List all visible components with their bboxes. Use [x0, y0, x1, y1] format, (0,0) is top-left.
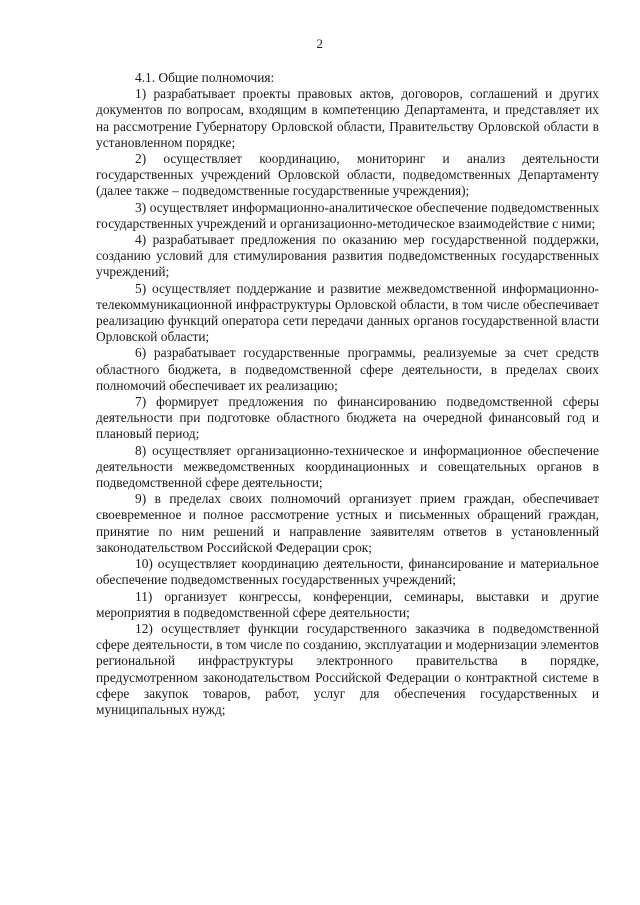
list-item: 9) в пределах своих полномочий организует прием граждан, обеспечивает своевременное и полное рассмотрение устных и письменных обращений граждан, принятие по ним решений и направление заявителям ответов в установленный законодательством Российской Федерации срок; [96, 491, 599, 555]
list-item: 7) формирует предложения по финансированию подведомственной сферы деятельности при подготовке областного бюджета на очередной финансовый год и плановый период; [96, 394, 599, 442]
list-item: 3) осуществляет информационно-аналитическое обеспечение подведомственных государственных учреждений и организационно-методическое взаимодействие с ними; [96, 199, 599, 231]
list-item: 6) разрабатывает государственные программы, реализуемые за счет средств областного бюджета, в подведомственной сфере деятельности, в пределах своих полномочий обеспечивает их реализацию; [96, 345, 599, 393]
list-item: 1) разрабатывает проекты правовых актов, договоров, соглашений и других документов по вопросам, входящим в компетенцию Департамента, и представляет их на рассмотрение Губернатору Орловской области, Правительству Орловской области в установленном порядке; [96, 86, 599, 150]
list-item: 12) осуществляет функции государственного заказчика в подведомственной сфере деятельности, в том числе по созданию, эксплуатации и модернизации элементов региональной инфраструктуры электронного правительства в порядке, предусмотренном законодательством Российской Федерации о контрактной системе в сфере закупок товаров, работ, услуг для обеспечения государственных и муниципальных нужд; [96, 620, 599, 717]
list-item: 8) осуществляет организационно-техническое и информационное обеспечение деятельности межведомственных координационных и совещательных органов в подведомственной сфере деятельности; [96, 442, 599, 491]
list-item: 5) осуществляет поддержание и развитие межведомственной информационно-телекоммуникационной инфраструктуры Орловской области, в том числе обеспечивает реализацию функций оператора сети передачи данных органов государственной власти Орловской области; [96, 280, 599, 345]
page-number: 2 [316, 36, 324, 51]
list-item: 2) осуществляет координацию, мониторинг и анализ деятельности государственных учреждений Орловской области, подведомственных Департаменту (далее также – подведомственные государственные учреждения); [96, 151, 599, 199]
list-item: 4) разрабатывает предложения по оказанию мер государственной поддержки, созданию условий для стимулирования развития подведомственных государственных учреждений; [96, 232, 599, 280]
list-item: 10) осуществляет координацию деятельности, финансирование и материальное обеспечение подведомственных государственных учреждений; [96, 556, 599, 588]
document-body [96, 70, 599, 718]
section-title: 4.1. Общие полномочия: [135, 70, 275, 85]
list-item: 11) организует конгрессы, конференции, семинары, выставки и другие мероприятия в подведомственной сфере деятельности; [96, 588, 599, 620]
